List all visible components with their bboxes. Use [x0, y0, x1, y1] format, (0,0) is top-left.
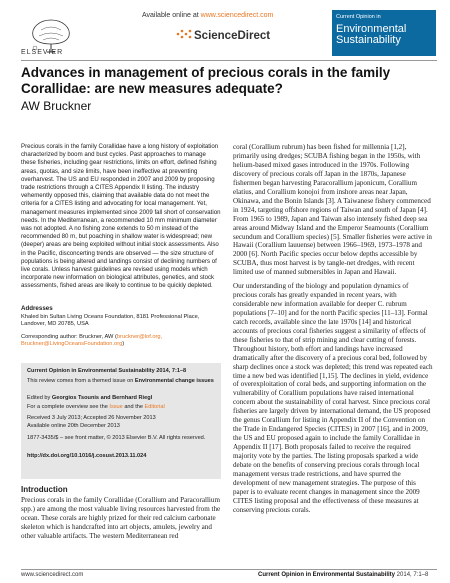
edited-by-prefix: Edited by [27, 395, 52, 401]
doi-link[interactable]: http://dx.doi.org/10.1016/j.cosust.2013.11.024 [27, 453, 147, 459]
overview-line [27, 404, 217, 411]
themed-issue-line [27, 378, 217, 385]
article-info-box [21, 363, 221, 479]
elsevier-wordmark: ELSEVIER [21, 49, 64, 56]
issue-link[interactable]: Issue [109, 404, 123, 410]
editorial-link[interactable]: Editorial [144, 404, 165, 410]
article-author: AW Bruckner [21, 99, 92, 113]
affiliation-address: Khaled bin Sultan Living Oceans Foundation, 8181 Professional Place, Landover, MD 20785, USA [21, 314, 200, 328]
editors: Georgios Tsounis and Bernhard Riegl [51, 395, 153, 401]
received-date: Received 3 July 2013; Accepted 26 November 2013 [27, 415, 156, 421]
overview-prefix: For a complete overview see the [27, 404, 110, 410]
available-online-label: Available online at [142, 12, 201, 19]
footer-journal-name: Current Opinion in Environmental Sustainability [258, 572, 396, 578]
corresponding-email-link[interactable]: bruckner@lof.org, Bruckner@LivingOceansFoundation.org [21, 334, 163, 348]
introduction-heading: Introduction [21, 485, 68, 494]
footer-website: www.sciencedirect.com [21, 572, 84, 578]
themed-issue-prefix: This review comes from a themed issue on [27, 378, 135, 384]
sciencedirect-link[interactable]: www.sciencedirect.com [200, 12, 274, 19]
sciencedirect-label: ScienceDirect [194, 30, 271, 42]
header-rule [21, 60, 437, 61]
footer-volume: 2014, 7:1–8 [395, 572, 429, 578]
issn-copyright: 1877-3435/$ – see front matter, © 2013 Elsevier B.V. All rights reserved. [27, 435, 206, 441]
article-title: Advances in management of precious corals in the family Corallidae: are new measures adequate? [21, 65, 391, 96]
footer-journal-ref [258, 572, 428, 578]
abstract: Precious corals in the family Corallidae have a long history of exploitation characterized by boom and bust cycles. Past approaches to manage these fisheries, including gear restrictions, limits on effort, defined fishing areas, quotas, and size limits, have been ineffective at preventing overharvest. The US and EU responded in 2007 and 2009 by proposing trade restrictions through a CITES Appendix II listing. The industry vehemently opposed this, claiming that available data do not meet the criteria for a CITES listing and advocating for local management. Yet, management measures implemented since 2009 fall short of conservation needs. In the Mediterranean, a recommended 10 mm minimum diameter was not adopted. A no fishing zone extends to 50 m instead of the recommended 80 m, but poaching in shallow water is widespread; new (deeper) areas are being exploited without initial stock assessments. Also in the Pacific, disconcerting trends are observed — the size structure of populations is being altered and landings consist of declining numbers of live corals. Unless harvest guidelines are revised using models which incorporate new information on biological attributes, genetics, and stock assessments, fished areas are likely to continue to be quickly depleted. [21, 143, 221, 290]
introduction-text: Precious corals in the family Corallidae (Corallium and Paracorallium spp.) are among the most valuable living resources harvested from the ocean. These corals are highly prized for their red calcium carbonate skeleton which is handcrafted into art objects, amulets, jewelry and other valuable artifacts. The western Mediterranean red [21, 496, 221, 540]
journal-banner-line2: Environmental Sustainability [336, 23, 407, 46]
journal-banner-line1: Current Opinion in [336, 14, 381, 20]
corresponding-author [21, 334, 221, 349]
right-column-paragraph-2: Our understanding of the biology and population dynamics of precious corals has greatly expanded in recent years, with considerable new information available for deeper C. rubrum populations [7–10] and for the north Pacific species [11–13]. Formal catch records, available since the late 1970s [14] and historical accounts of precious coral fisheries suggest a similarity of effects of these fisheries to that of strip mining and clear cutting of forests. Throughout history, both effort and landings have increased dramatically after the discovery of a precious coral bed, followed by sharp declines once a stock was depleted; this trend was repeated each time a new bed was identified [1,15]. The declines in yield, evidence of overexploitation of coral beds, and supporting information on the vulnerability of Corallium populations have raised international concern about the sustainability of coral harvest. Since precious coral fisheries are largely driven by international demand, the US proposed the genus Corallium for listing in Appendix II of the Convention on the Trade in Endangered Species (CITES) in 2007 [16], and in 2009, the US and EU proposed again to include the family Corallidae in Appendix II [17]. Both proposals failed to receive the required majority vote by the parties. The listing proposals sparked a wide debate on the benefits of conserving precious corals through local management versus trade restrictions, and have spurred the development of new management strategies. The purpose of this paper is to evaluate recent changes in management since the 2009 CITES listing proposal and the effectiveness of these measures at conserving precious corals. [233, 282, 433, 514]
sciencedirect-wordmark [176, 28, 270, 42]
corresponding-prefix: Corresponding author: Bruckner, AW ( [21, 334, 117, 340]
sciencedirect-dots-icon [176, 28, 192, 40]
addresses-heading: Addresses [21, 305, 53, 312]
journal-banner [332, 10, 436, 56]
footer-rule [21, 569, 437, 570]
corresponding-suffix: ) [122, 341, 125, 348]
edited-by-line [27, 395, 217, 402]
overview-and: and the [122, 404, 145, 410]
right-column-paragraph-1: coral (Corallium rubrum) has been fished for millennia [1,2], primarily using dredges; SCUBA fishing began in the 1950s, with helium-based mixed gases introduced in the 1970s. Following discovery of precious corals off Japan in the 1870s, Japanese fishermen began harvesting Paracorallium japonicum, Corallium elatius, and Corallium konojoi from inshore areas near Japan, Okinawa, and the Bonin Islands [3]. A Taiwanese fishery commenced in 1924, targeting offshore regions of Taiwan and south of Japan [4]. From 1965 to 1989, Japan and Taiwan also intensely fished deep sea areas around Midway Island and the Emperor Seamounts (Corallium secundum and Corallium species) [5]. Smaller fisheries were active in Hawaii (Corallium lauuense) between 1966–1969, 1973–1978 and 2000 [6]. North Pacific species occur below depths accessible by SCUBA, thus most harvest is by tangle-net dredges, with recent limited use of manned submersibles in Japan and Hawaii. [233, 143, 432, 277]
available-date: Available online 20th December 2013 [27, 423, 120, 429]
themed-issue-name: Environmental change issues [134, 378, 214, 384]
journal-reference: Current Opinion in Environmental Sustainability 2014, 7:1–8 [27, 368, 187, 374]
available-online-line [142, 12, 273, 19]
